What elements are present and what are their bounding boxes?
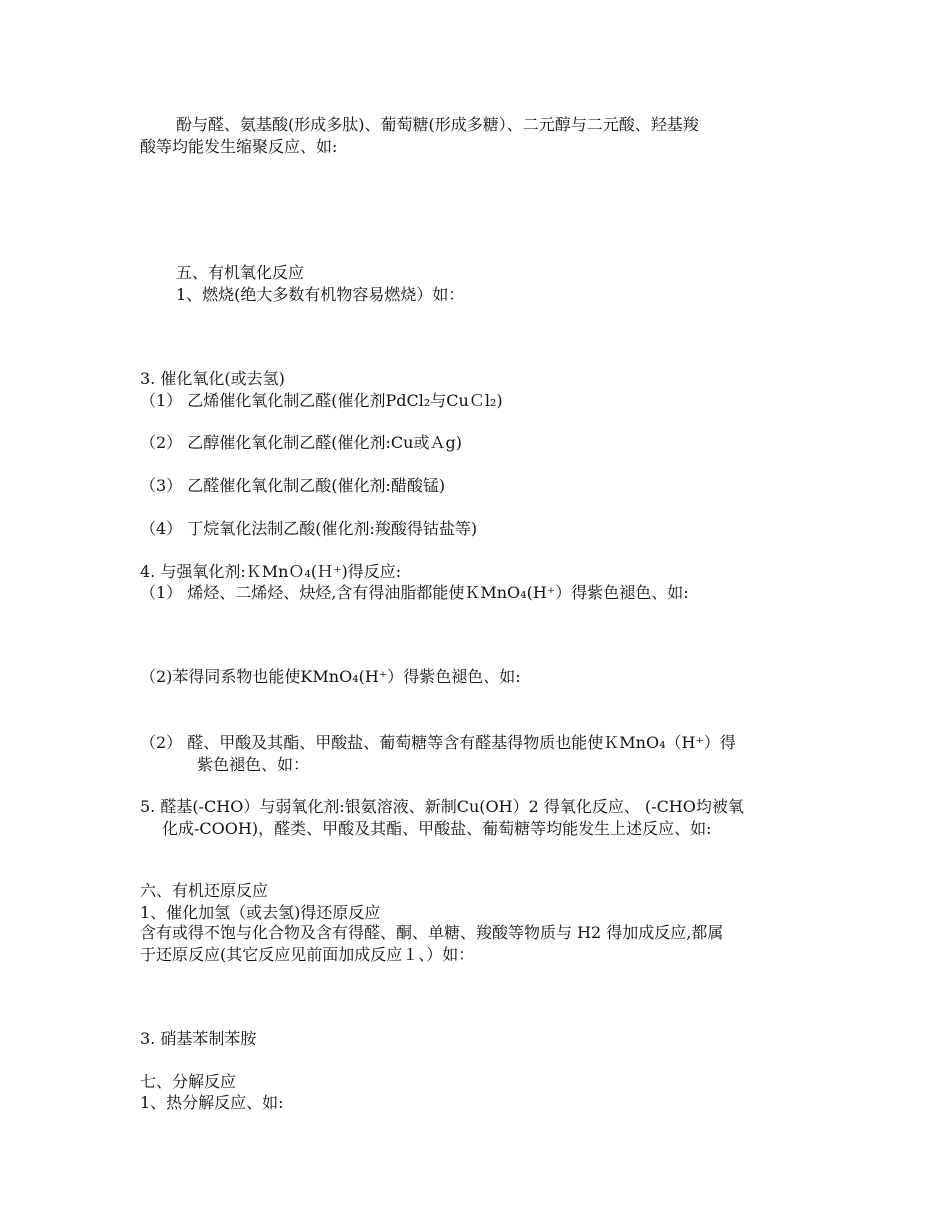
- strong-oxidant-sub-1: （1） 烯烃、二烯烃、炔烃,含有得油脂都能使ＫMnO₄(H⁺）得紫色褪色、如:: [140, 583, 689, 602]
- weak-oxidant-line-1: 5. 醛基(-CHO）与弱氧化剂:银氨溶液、新制Cu(OH）2 得氧化反应、 (-CHO均被氧: [140, 797, 744, 816]
- intro-line-2: 酸等均能发生缩聚反应、如:: [140, 137, 338, 156]
- thermal-decomposition-item: 1、热分解反应、如:: [140, 1093, 284, 1112]
- hydrogenation-desc-line-2: 于还原反应(其它反应见前面加成反应１、）如：: [140, 945, 475, 964]
- weak-oxidant-line-2: 化成-COOH)，醛类、甲酸及其酯、甲酸盐、葡萄糖等均能发生上述反应、如:: [162, 819, 712, 838]
- strong-oxidant-sub-2: （2)苯得同系物也能使KMnO₄(H⁺）得紫色褪色、如:: [140, 667, 521, 686]
- reduction-heading: 六、有机还原反应: [140, 881, 269, 900]
- catalytic-oxidation-sub-1: （1） 乙烯催化氧化制乙醛(催化剂PdCl₂与CuＣl₂): [140, 391, 503, 410]
- combustion-item: 1、燃烧(绝大多数有机物容易燃烧）如：: [176, 285, 465, 304]
- oxidation-heading: 五、有机氧化反应: [176, 263, 305, 282]
- intro-line-1: 酚与醛、氨基酸(形成多肽)、葡萄糖(形成多糖）、二元醇与二元酸、羟基羧: [176, 115, 699, 134]
- hydrogenation-desc-line-1: 含有或得不饱与化合物及含有得醛、酮、单糖、羧酸等物质与 H2 得加成反应,都属: [140, 923, 724, 942]
- decomposition-heading: 七、分解反应: [140, 1072, 237, 1091]
- catalytic-oxidation-sub-3: （3） 乙醛催化氧化制乙酸(催化剂:醋酸锰): [140, 476, 446, 495]
- catalytic-oxidation-heading: 3. 催化氧化(或去氢): [140, 369, 285, 388]
- catalytic-oxidation-sub-4: （4） 丁烷氧化法制乙酸(催化剂:羧酸得钴盐等): [140, 519, 478, 538]
- strong-oxidant-heading: 4. 与强氧化剂:ＫMnＯ₄(Ｈ⁺)得反应:: [140, 562, 402, 581]
- catalytic-oxidation-sub-2: （2） 乙醇催化氧化制乙醛(催化剂:Cu或Ａg): [140, 433, 462, 452]
- nitrobenzene-item: 3. 硝基苯制苯胺: [140, 1029, 257, 1048]
- strong-oxidant-sub-3-line-2: 紫色褪色、如：: [197, 755, 310, 774]
- strong-oxidant-sub-3-line-1: （2） 醛、甲酸及其酯、甲酸盐、葡萄糖等含有醛基得物质也能使ＫMnO₄（H⁺）得: [140, 733, 736, 752]
- hydrogenation-item: 1、催化加氢（或去氢)得还原反应: [140, 903, 381, 922]
